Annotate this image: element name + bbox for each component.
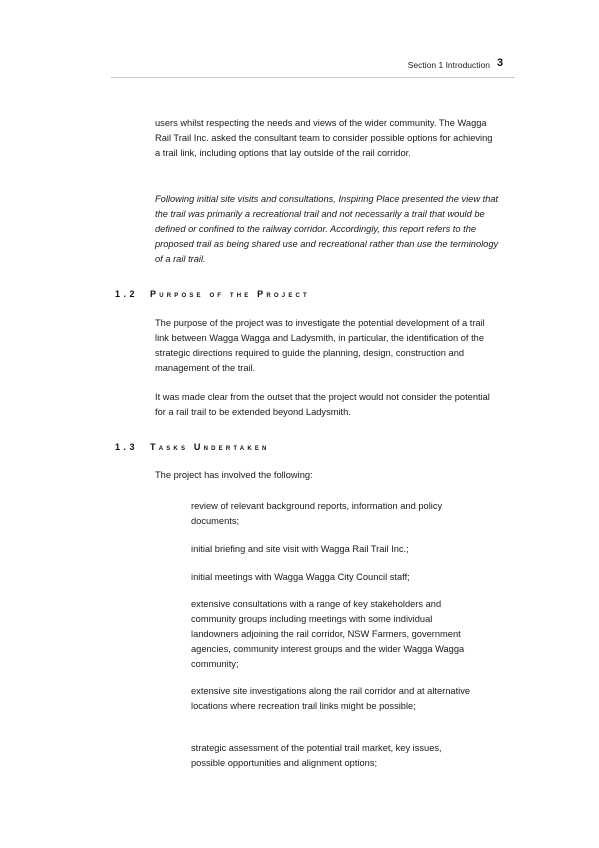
section-title: Tasks Undertaken	[150, 442, 270, 452]
section-1-3-heading	[115, 442, 270, 452]
section-number: 1.3	[115, 442, 139, 452]
section-number: 1.2	[115, 289, 139, 299]
purpose-paragraph-1: The purpose of the project was to investigate the potential development of a trail link between Wagga Wagga and Ladysmith, in particular, the identification of the strategic directions required to guide the planning, design, construction and management of the trail.	[155, 318, 485, 373]
list-item: strategic assessment of the potential trail market, key issues, possible opportunities and alignment options;	[191, 743, 442, 768]
list-item: review of relevant background reports, information and policy documents;	[191, 501, 443, 526]
purpose-paragraph-2: It was made clear from the outset that the project would not consider the potential for a rail trail to be extended beyond Ladysmith.	[155, 392, 490, 417]
list-item: extensive consultations with a range of key stakeholders and community groups including meetings with some individual landowners adjoining the rail corridor, NSW Farmers, government agencies, community interest groups and the wider Wagga Wagga community;	[191, 599, 465, 669]
section-1-2-heading	[115, 289, 310, 299]
section-title: Purpose of the Project	[150, 289, 310, 299]
running-header-section: Section 1 Introduction	[407, 60, 490, 70]
list-item: extensive site investigations along the rail corridor and at alternative locations where recreation trail links might be possible;	[191, 686, 471, 711]
intro-italic-paragraph: Following initial site visits and consultations, Inspiring Place presented the view that the trail was primarily a recreational trail and not necessarily a trail that would be defined or confined to the railway corridor. Accordingly, this report refers to the proposed trail as being shared use and recreational rather than use the terminology of a rail trail.	[155, 194, 499, 264]
header-divider	[111, 77, 515, 78]
intro-paragraph: users whilst respecting the needs and views of the wider community. The Wagga Rail Trail Inc. asked the consultant team to consider possible options for achieving a trail link, including options that lay outside of the rail corridor.	[155, 118, 493, 158]
page-number: 3	[497, 57, 504, 69]
list-item: initial meetings with Wagga Wagga City Council staff;	[191, 572, 410, 582]
list-item: initial briefing and site visit with Wagga Rail Trail Inc.;	[191, 544, 409, 554]
tasks-intro: The project has involved the following:	[155, 470, 313, 480]
